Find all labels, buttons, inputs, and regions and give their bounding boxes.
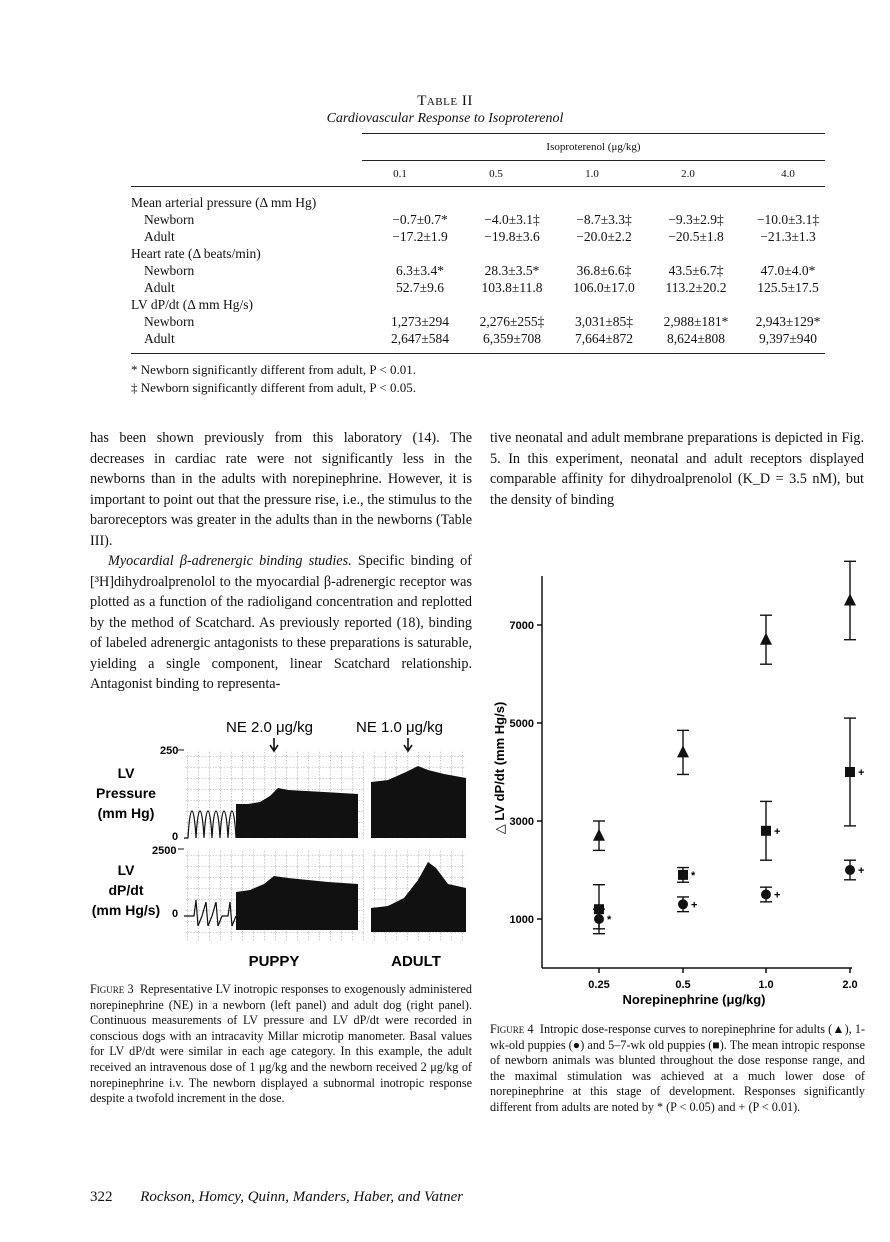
table-row: [131, 313, 834, 330]
table-cell: 7,664±872: [574, 331, 634, 346]
y-tick-label: 1000: [509, 914, 534, 926]
x-tick-label: 1.0: [758, 979, 774, 991]
table-cell: 2,647±584: [390, 331, 450, 346]
row-label: Adult: [144, 331, 175, 346]
figure-4-caption: [490, 1022, 865, 1116]
table-footnote: * Newborn significantly different from adult, P < 0.01.: [131, 362, 416, 377]
paragraph: has been shown previously from this laboratory (14). The decreases in cardiac rate were not significantly less in the newborns than in the adults with norepinephrine. However, it is important to point out that the pressure rise, i.e., the stimulus to the baroreceptors was greater in the adults than in the newborns (Table III).: [90, 430, 472, 549]
table-cell: 47.0±4.0*: [760, 263, 816, 278]
running-authors: Rockson, Homcy, Quinn, Manders, Haber, and Vatner: [140, 1189, 464, 1205]
dose-header: 0.5: [489, 168, 503, 180]
table-row: [131, 279, 834, 296]
table-footnote: ‡ Newborn significantly different from adult, P < 0.05.: [131, 380, 416, 395]
significance-mark: *: [607, 914, 612, 926]
table-cell: 2,988±181*: [663, 314, 729, 329]
lv-dpdt-label: dP/dt: [108, 882, 144, 898]
ne-puppy-label: NE 2.0 μg/kg: [226, 719, 314, 736]
x-tick-label: 0.5: [675, 979, 691, 991]
significance-mark: +: [774, 889, 781, 902]
table-row: [131, 262, 834, 279]
y-axis-label: △ LV dP/dt (mm Hg/s): [492, 701, 507, 835]
caption-text: Representative LV inotropic responses to exogenously administered norepinephrine (NE) in a newborn (left panel) and adult dog (right panel). Continuous measurements of LV pressure and LV dP/dt were recorded in conscious dogs with an intracavity Millar microtip manometer. Basal values for LV dP/dt were similar in each age category. In this example, the adult received an intravenous dose of 1 μg/kg and the newborn received 2 μg/kg of norepinephrine i.v. The newborn displayed a subnormal inotropic response despite a twofold increment in the dose.: [90, 982, 472, 1106]
table-cell: 36.8±6.6‡: [576, 263, 632, 278]
table-cell: −9.3±2.9‡: [668, 212, 724, 227]
row-label: Newborn: [144, 314, 195, 329]
data-point-triangle: [844, 594, 856, 606]
table-row: [131, 211, 834, 228]
lv-dpdt-label: LV: [117, 862, 135, 878]
caption-head: Figure 4: [490, 1022, 534, 1036]
paragraph: tive neonatal and adult membrane preparations is depicted in Fig. 5. In this experiment, neonatal and adult receptors displayed comparable affinity for dihydroalprenolol (K_D = 3.5 nM), but the density of binding: [490, 430, 864, 508]
data-point-square: [678, 870, 688, 880]
table-row: [131, 330, 834, 347]
row-label: Heart rate (Δ beats/min): [131, 246, 261, 261]
significance-mark: +: [691, 899, 698, 912]
ne-adult-label: NE 1.0 μg/kg: [356, 719, 444, 736]
x-tick-label: 0.25: [588, 979, 610, 991]
lv-pressure-label: LV: [117, 765, 135, 781]
table-cell: −20.5±1.8: [668, 229, 724, 244]
table-cell: −20.0±2.2: [576, 229, 632, 244]
table-cell: 1,273±294: [390, 314, 450, 329]
table-cell: 125.5±17.5: [757, 280, 819, 295]
table-row: [131, 194, 834, 211]
table-cell: 8,624±808: [666, 331, 726, 346]
y-tick-label: 7000: [509, 620, 534, 632]
dose-header: 4.0: [781, 168, 795, 180]
table-cell: 106.0±17.0: [573, 280, 635, 295]
page-number: 322: [90, 1189, 113, 1205]
table-row: [131, 296, 834, 313]
data-point-circle: [845, 865, 855, 875]
dose-header: 2.0: [681, 168, 695, 180]
table-cell: 9,397±940: [758, 331, 818, 346]
figure-3-caption: [90, 982, 472, 1107]
table-cell: −19.8±3.6: [484, 229, 540, 244]
data-point-square: [845, 767, 855, 777]
table-row: [131, 245, 834, 262]
paragraph: Specific binding of [³H]dihydroalprenolol to the myocardial β-adrenergic receptor was plotted as a function of the radioligand concentration and replotted by the method of Scatchard. As previously reported (18), binding of labeled adrenergic antagonists to these preparations is saturable, yielding a single component, linear Scatchard relationship. Antagonist binding to representa-: [90, 553, 473, 692]
significance-mark: +: [858, 865, 865, 877]
caption-text: Intropic dose-response curves to norepinephrine for adults (▲), 1-wk-old puppies (●) and 5–7-wk old puppies (■). The mean intropic response of newborn animals was blunted throughout the dose response range, and the maximal stimulation was achieved at a much lower dose of norepinephrine at this stage of development. Responses significantly different from adults are noted by * (P < 0.05) and + (P < 0.01).: [490, 1022, 866, 1114]
table-cell: −21.3±1.3: [760, 229, 816, 244]
table-title: Table II: [417, 93, 473, 109]
table-rule-top: [362, 133, 825, 134]
tick-2500: 2500: [152, 845, 177, 857]
tick-250: 250: [160, 745, 179, 757]
table-rule-header: [131, 186, 825, 187]
row-label: Newborn: [144, 212, 195, 227]
significance-mark: *: [691, 869, 696, 882]
data-point-triangle: [760, 633, 772, 645]
table-cell: −10.0±3.1‡: [756, 212, 820, 227]
data-point-square: [761, 826, 771, 836]
table-subtitle: Cardiovascular Response to Isoproterenol: [326, 111, 564, 126]
table-cell: 103.8±11.8: [481, 280, 543, 295]
data-point-triangle: [593, 829, 605, 841]
table-cell: −4.0±3.1‡: [484, 212, 540, 227]
row-label: LV dP/dt (Δ mm Hg/s): [131, 297, 253, 312]
data-table: [131, 194, 834, 347]
table-cell: 6,359±708: [482, 331, 542, 346]
lv-pressure-label: (mm Hg): [97, 805, 155, 821]
table-cell: 2,943±129*: [755, 314, 821, 329]
right-column-text: [490, 428, 864, 510]
table-cell: 3,031±85‡: [574, 314, 634, 329]
table-cell: 28.3±3.5*: [484, 263, 540, 278]
dose-header: 0.1: [393, 168, 407, 180]
caption-head: Figure 3: [90, 982, 134, 996]
adult-label: ADULT: [391, 953, 441, 970]
significance-mark: +: [774, 825, 781, 838]
y-tick-label: 5000: [509, 718, 534, 730]
x-axis-label: Norepinephrine (μg/kg): [622, 992, 766, 1007]
x-tick-label: 2.0: [842, 979, 858, 991]
arrow-down-icon: [404, 738, 412, 751]
data-point-triangle: [677, 745, 689, 757]
figure-4-chart: [484, 528, 874, 1010]
table-cell: 52.7±9.6: [396, 280, 444, 295]
puppy-label: PUPPY: [248, 953, 300, 970]
lv-dpdt-label: (mm Hg/s): [91, 902, 161, 918]
row-label: Adult: [144, 280, 175, 295]
table-row: [131, 228, 834, 245]
table-cell: −17.2±1.9: [392, 229, 448, 244]
dose-header: 1.0: [585, 168, 599, 180]
table-cell: −8.7±3.3‡: [576, 212, 632, 227]
table-rule-mid: [362, 160, 825, 161]
table-rule-bottom: [131, 353, 825, 354]
table-group-header: Isoproterenol (μg/kg): [546, 141, 641, 153]
y-tick-label: 3000: [509, 816, 534, 828]
tick-0: 0: [172, 908, 179, 920]
data-point-square: [594, 904, 604, 914]
arrow-down-icon: [270, 738, 278, 751]
section-heading: Myocardial β-adrenergic binding studies.: [108, 553, 352, 569]
table-cell: 113.2±20.2: [665, 280, 727, 295]
figure-3: [88, 712, 473, 974]
data-point-circle: [761, 890, 771, 900]
table-cell: 6.3±3.4*: [396, 263, 444, 278]
row-label: Mean arterial pressure (Δ mm Hg): [131, 195, 317, 210]
significance-mark: +: [858, 767, 865, 779]
left-column-text: [90, 428, 472, 695]
row-label: Adult: [144, 229, 175, 244]
page-footer: [90, 1189, 463, 1206]
data-point-circle: [678, 899, 688, 909]
tick-0: 0: [172, 831, 179, 843]
table-cell: 2,276±255‡: [479, 314, 545, 329]
row-label: Newborn: [144, 263, 195, 278]
table-cell: −0.7±0.7*: [392, 212, 448, 227]
table-cell: 43.5±6.7‡: [668, 263, 724, 278]
lv-pressure-label: Pressure: [96, 785, 156, 801]
